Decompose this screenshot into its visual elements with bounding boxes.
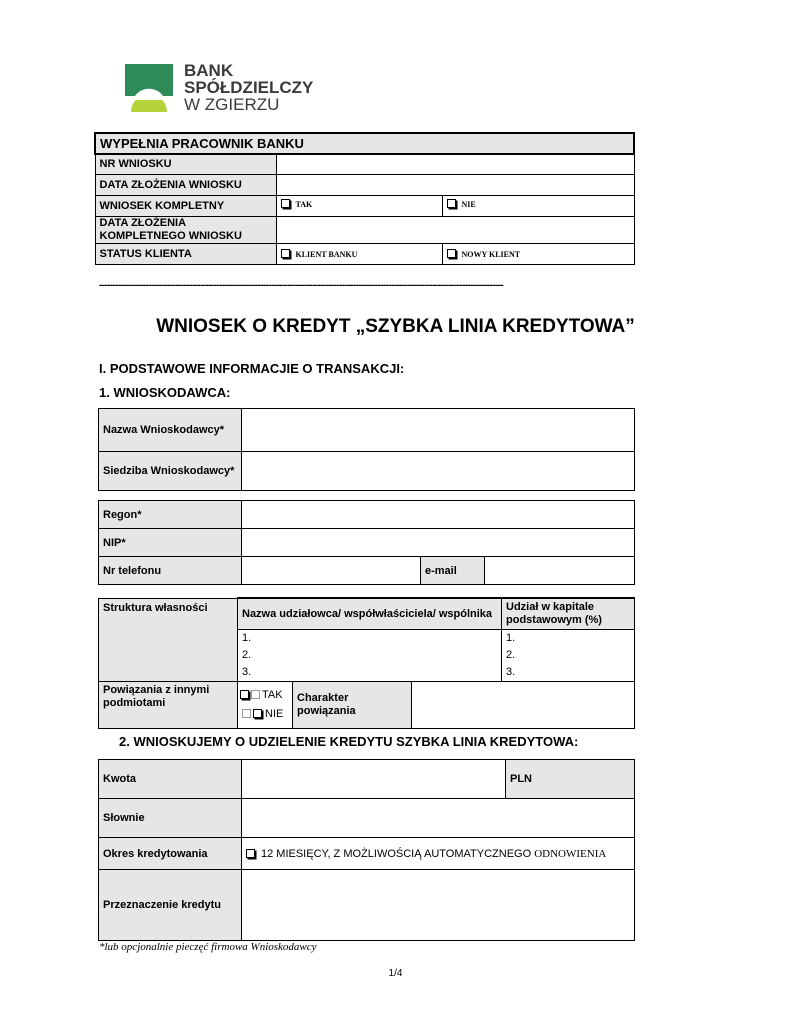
checkbox-icon[interactable]	[253, 709, 262, 718]
okres-value-a: 12 MIESIĘCY, Z MOŻLIWOŚCIĄ AUTOMATYCZNEGO	[261, 847, 532, 860]
share-item: 2.	[506, 648, 516, 661]
nip-label: NIP*	[99, 529, 242, 557]
charakter-field[interactable]	[412, 681, 635, 728]
checkbox-icon[interactable]	[281, 249, 290, 258]
checkbox-icon[interactable]	[447, 199, 456, 208]
checkbox-icon	[251, 690, 260, 699]
col-nazwa-header: Nazwa udziałowca/ współwłaściciela/ wspólnika	[238, 598, 502, 629]
przeznaczenie-field[interactable]	[242, 870, 635, 941]
nip-field[interactable]	[242, 529, 635, 557]
tak-label: TAK	[262, 688, 283, 701]
nowy-klient-label: NOWY KLIENT	[461, 249, 521, 259]
owner-item: 2.	[242, 648, 252, 661]
okres-option[interactable]	[242, 838, 635, 870]
powiazania-tak-option[interactable]	[240, 686, 290, 705]
slownie-label: Słownie	[99, 799, 242, 838]
email-label: e-mail	[421, 557, 485, 585]
kompletny-nie-option[interactable]	[442, 195, 634, 216]
powiazania-nie-option[interactable]	[240, 705, 290, 724]
staff-header: WYPEŁNIA PRACOWNIK BANKU	[95, 133, 634, 154]
powiazania-options[interactable]	[238, 681, 293, 728]
ownership-table	[98, 597, 635, 729]
owner-item: 1.	[242, 631, 252, 644]
checkbox-icon	[242, 709, 251, 718]
okres-value-b: ODNOWIENIA	[534, 847, 607, 860]
nowy-klient-option[interactable]	[442, 243, 634, 264]
klient-banku-label: KLIENT BANKU	[295, 249, 358, 259]
share-item: 1.	[506, 631, 516, 644]
bank-name-line3: W ZGIERZU	[184, 95, 280, 114]
status-klienta-label: STATUS KLIENTA	[95, 243, 276, 264]
owner-item: 3.	[242, 665, 252, 678]
bank-name-line2: SPÓŁDZIELCZY	[184, 78, 314, 97]
nie-label: NIE	[461, 199, 476, 209]
ids-table	[98, 500, 635, 585]
section-1-heading: I. PODSTAWOWE INFORMACJIE O TRANSAKCJI:	[99, 361, 405, 376]
nazwa-field[interactable]	[242, 409, 635, 452]
kwota-label: Kwota	[99, 760, 242, 799]
nr-wniosku-label: NR WNIOSKU	[95, 154, 276, 174]
slownie-field[interactable]	[242, 799, 635, 838]
footnote: *lub opcjonalnie pieczęć firmowa Wnioskodawcy	[99, 941, 317, 953]
checkbox-icon[interactable]	[246, 849, 255, 858]
data-zlozenia-field[interactable]	[276, 174, 634, 195]
separator: ----------------------------------------------------------------------------------------------------------------------------------------------------	[99, 280, 504, 291]
klient-banku-option[interactable]	[276, 243, 442, 264]
share-item: 3.	[506, 665, 516, 678]
telefon-field[interactable]	[242, 557, 421, 585]
checkbox-icon[interactable]	[240, 690, 249, 699]
bank-logo	[125, 64, 175, 112]
telefon-label: Nr telefonu	[99, 557, 242, 585]
siedziba-label: Siedziba Wnioskodawcy*	[99, 452, 242, 491]
logo-mark-icon	[125, 64, 175, 112]
data-kompletnego-field[interactable]	[276, 216, 634, 243]
data-kompletnego-label: DATA ZŁOŻENIA KOMPLETNEGO WNIOSKU	[95, 216, 276, 243]
tak-label: TAK	[295, 199, 313, 209]
checkbox-icon[interactable]	[281, 199, 290, 208]
pln-label: PLN	[506, 760, 635, 799]
nr-wniosku-field[interactable]	[276, 154, 634, 174]
regon-field[interactable]	[242, 501, 635, 529]
nazwa-label: Nazwa Wnioskodawcy*	[99, 409, 242, 452]
kompletny-tak-option[interactable]	[276, 195, 442, 216]
applicant-table	[98, 408, 635, 491]
section-2-heading: 2. WNIOSKUJEMY O UDZIELENIE KREDYTU SZYBKA LINIA KREDYTOWA:	[119, 734, 579, 749]
col-udzial-header: Udział w kapitale podstawowym (%)	[502, 598, 635, 629]
struktura-label: Struktura własności	[99, 598, 238, 681]
siedziba-field[interactable]	[242, 452, 635, 491]
data-zlozenia-label: DATA ZŁOŻENIA WNIOSKU	[95, 174, 276, 195]
credit-table	[98, 759, 635, 941]
checkbox-icon[interactable]	[447, 249, 456, 258]
bank-name-line1: BANK	[184, 61, 234, 80]
bank-name	[184, 62, 313, 113]
email-field[interactable]	[485, 557, 635, 585]
przeznaczenie-label: Przeznaczenie kredytu	[99, 870, 242, 941]
kwota-field[interactable]	[242, 760, 506, 799]
okres-label: Okres kredytowania	[99, 838, 242, 870]
form-title: WNIOSEK O KREDYT „SZYBKA LINIA KREDYTOWA”	[156, 316, 635, 337]
owner-shares-field[interactable]	[502, 629, 635, 681]
staff-table	[94, 132, 635, 265]
wniosek-kompletny-label: WNIOSEK KOMPLETNY	[95, 195, 276, 216]
charakter-label: Charakter powiązania	[293, 681, 412, 728]
owner-names-field[interactable]	[238, 629, 502, 681]
page-number: 1/4	[388, 968, 403, 979]
section-1-1-heading: 1. WNIOSKODAWCA:	[99, 385, 231, 400]
powiazania-label: Powiązania z innymi podmiotami	[99, 681, 238, 728]
regon-label: Regon*	[99, 501, 242, 529]
nie-label: NIE	[265, 707, 284, 720]
